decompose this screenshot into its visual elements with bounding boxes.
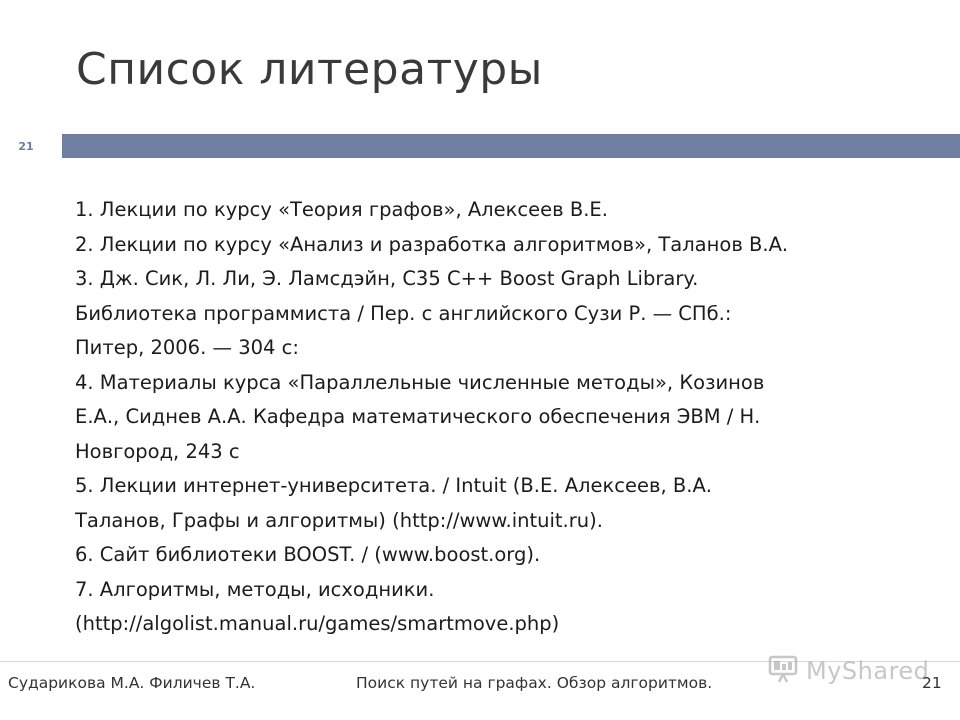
reference-line: (http://algolist.manual.ru/games/smartmove.php): [75, 612, 560, 635]
watermark-text: MyShared: [806, 657, 930, 685]
reference-line: 7. Алгоритмы, методы, исходники.: [75, 577, 435, 601]
reference-line: Е.А., Сиднев А.А. Кафедра математического обеспечения ЭВМ / Н.: [75, 405, 761, 428]
reference-list: [75, 193, 937, 642]
reference-line: 5. Лекции интернет-университета. / Intuit (В.Е. Алексеев, В.А.: [75, 474, 712, 497]
reference-line: 2. Лекции по курсу «Анализ и разработка алгоритмов», Таланов В.А.: [75, 232, 789, 256]
projector-icon: [768, 654, 802, 688]
footer-title: Поиск путей на графах. Обзор алгоритмов.: [356, 674, 713, 692]
reference-line: 4. Материалы курса «Параллельные численные методы», Козинов: [75, 370, 765, 394]
slide-number-badge: [0, 134, 52, 158]
slide-number-text: 21: [18, 139, 34, 153]
reference-line: Таланов, Графы и алгоритмы) (http://www.intuit.ru).: [75, 508, 603, 532]
reference-line: Библиотека программиста / Пер. с английского Сузи Р. — СПб.:: [75, 301, 732, 325]
reference-line: 1. Лекции по курсу «Теория графов», Алексеев В.Е.: [75, 198, 608, 221]
reference-line: Питер, 2006. — 304 с:: [75, 336, 299, 359]
reference-line: 6. Сайт библиотеки BOOST. / (www.boost.org).: [75, 543, 541, 566]
footer-page-number: 21: [922, 674, 942, 692]
reference-line: Новгород, 243 с: [75, 439, 240, 463]
watermark-logo: [768, 655, 929, 687]
footer-authors: Сударикова М.А. Филичев Т.А.: [8, 674, 256, 692]
title-accent-bar: [62, 134, 960, 158]
slide-title: Список литературы: [76, 44, 543, 95]
reference-line: 3. Дж. Сик, Л. Ли, Э. Ламсдэйн, C35 C++ Boost Graph Library.: [75, 267, 699, 290]
